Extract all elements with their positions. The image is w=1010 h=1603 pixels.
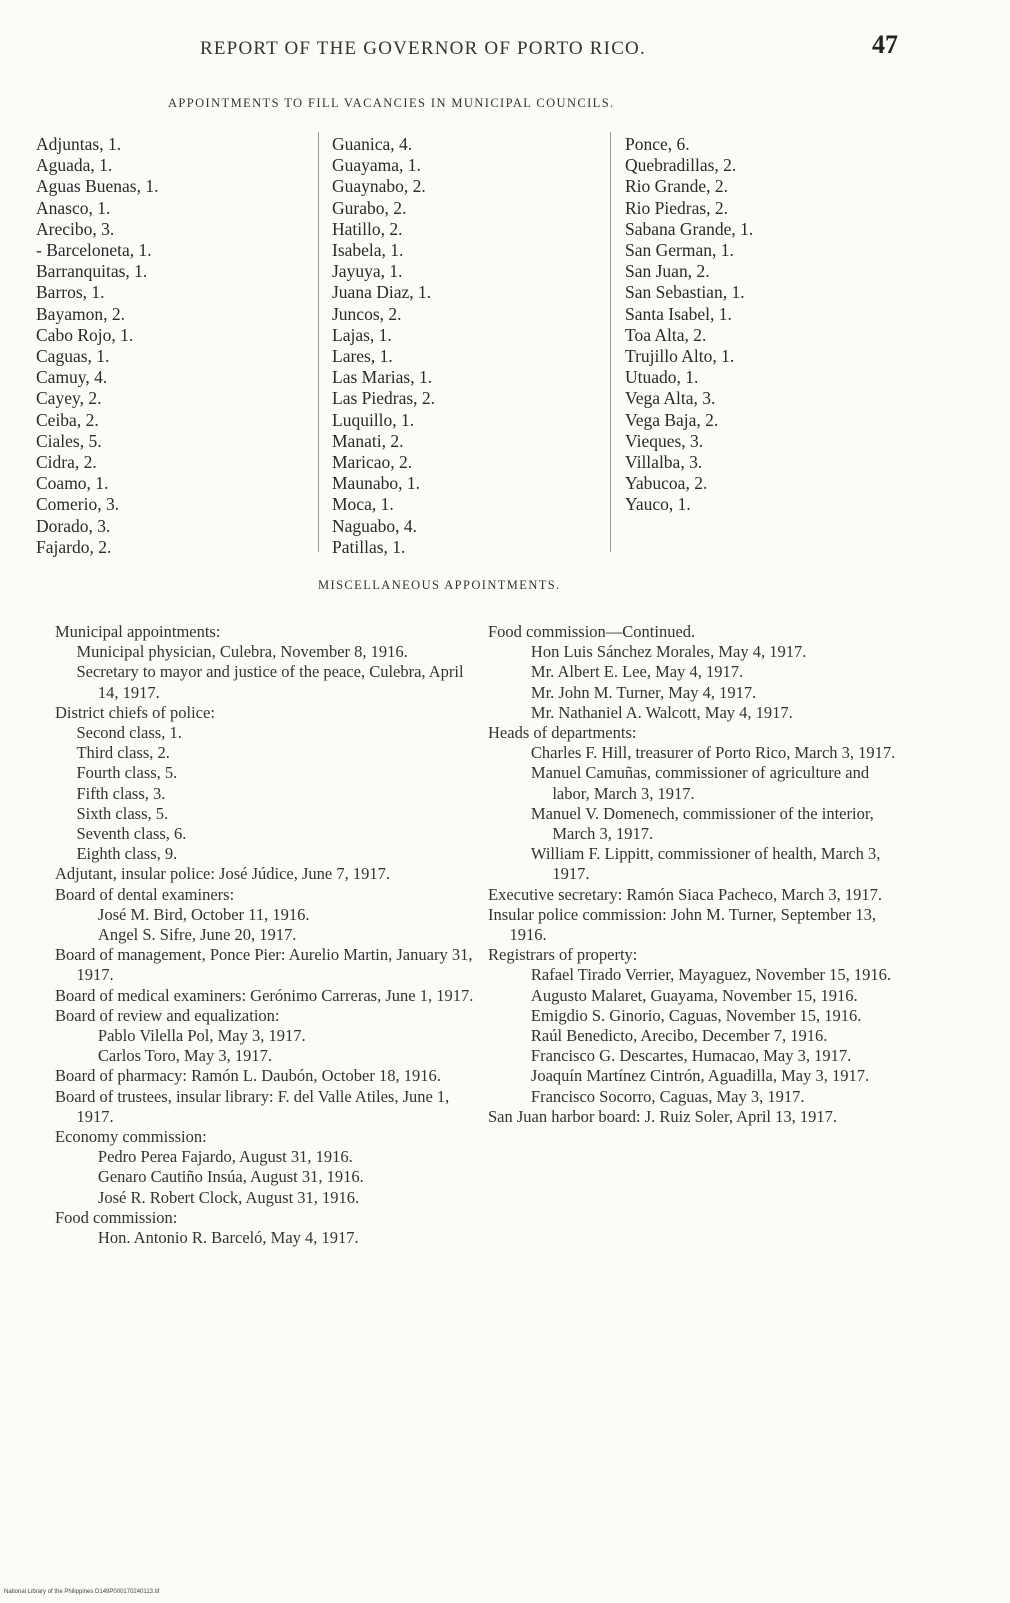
appointment-heading: Board of review and equalization: [55, 1005, 280, 1025]
municipality-entry: Adjuntas, 1. [36, 134, 122, 154]
municipality-entry: Ciales, 5. [36, 430, 102, 451]
municipality-entry: Quebradillas, 2. [625, 155, 737, 176]
appointment-entry: Second class, 1. [76, 723, 182, 743]
municipality-entry: Gurabo, 2. [332, 197, 407, 218]
page-number: 47 [872, 30, 898, 59]
appointment-entry: José M. Bird, October 11, 1916. [97, 904, 310, 924]
appointment-heading: Board of management, Ponce Pier: Aurelio Martin, January 31, 1917. [55, 945, 473, 985]
municipality-entry: Vieques, 3. [625, 430, 704, 451]
municipality-entry: Rio Piedras, 2. [625, 197, 729, 218]
municipality-entry: Villalba, 3. [625, 452, 703, 473]
appointment-entry: Eighth class, 9. [76, 844, 178, 864]
column-divider [318, 132, 319, 552]
municipality-entry: Barros, 1. [36, 282, 105, 303]
municipality-list-col-2 [332, 134, 435, 558]
appointment-entry: Hon Luis Sánchez Morales, May 4, 1917. [530, 642, 807, 662]
appointment-entry: Municipal physician, Culebra, November 8, 1916. [76, 642, 408, 662]
scan-credit: National Library of the Philippines D149P000170240113.tif [4, 1589, 160, 1595]
column-divider [610, 132, 611, 552]
municipality-entry: San Juan, 2. [625, 261, 710, 282]
municipality-entry: Camuy, 4. [36, 367, 108, 388]
appointment-entry: William F. Lippitt, commissioner of health, March 3, 1917. [530, 844, 881, 884]
municipality-entry: Fajardo, 2. [36, 536, 112, 557]
appointment-entry: Carlos Toro, May 3, 1917. [97, 1046, 272, 1066]
municipality-entry: Trujillo Alto, 1. [625, 346, 735, 367]
municipality-entry: Aguada, 1. [36, 155, 113, 176]
appointment-entry: Hon. Antonio R. Barceló, May 4, 1917. [97, 1228, 359, 1248]
appointment-entry: Fifth class, 3. [76, 783, 166, 803]
appointment-entry: Francisco G. Descartes, Humacao, May 3, 1917. [530, 1046, 852, 1066]
municipality-entry: Utuado, 1. [625, 367, 699, 388]
appointment-entry: Secretary to mayor and justice of the peace, Culebra, April 14, 1917. [76, 662, 464, 702]
appointment-entry: Mr. Nathaniel A. Walcott, May 4, 1917. [530, 702, 793, 722]
municipality-entry: Naguabo, 4. [332, 515, 418, 536]
appointment-heading: Registrars of property: [488, 945, 638, 965]
municipality-entry: Juncos, 2. [332, 303, 402, 324]
municipality-entry: Patillas, 1. [332, 536, 406, 557]
appointment-entry: Seventh class, 6. [76, 824, 187, 844]
municipality-entry: Bayamon, 2. [36, 303, 125, 324]
appointment-heading: Board of trustees, insular library: F. del Valle Atiles, June 1, 1917. [55, 1086, 450, 1126]
municipality-entry: Aguas Buenas, 1. [36, 176, 159, 197]
municipality-entry: Cayey, 2. [36, 388, 102, 409]
appointment-heading: Food commission: [55, 1207, 178, 1227]
municipality-entry: Dorado, 3. [36, 515, 111, 536]
municipality-entry: Sabana Grande, 1. [625, 218, 754, 239]
municipality-entry: Luquillo, 1. [332, 409, 415, 430]
municipality-entry: Yabucoa, 2. [625, 473, 708, 494]
municipality-entry: Moca, 1. [332, 494, 394, 515]
appointment-entry: Third class, 2. [76, 743, 170, 763]
appointment-entry: Sixth class, 5. [76, 803, 169, 823]
municipality-entry: Manati, 2. [332, 430, 404, 451]
municipality-entry: Lajas, 1. [332, 324, 392, 345]
appointment-entry: Pedro Perea Fajardo, August 31, 1916. [97, 1147, 353, 1167]
municipality-entry: Jayuya, 1. [332, 261, 403, 282]
appointment-heading: San Juan harbor board: J. Ruiz Soler, April 13, 1917. [488, 1106, 838, 1126]
municipality-entry: Ponce, 6. [625, 134, 690, 154]
municipality-entry: Caguas, 1. [36, 346, 110, 367]
appointment-entry: José R. Robert Clock, August 31, 1916. [97, 1187, 360, 1207]
municipality-entry: Maunabo, 1. [332, 473, 420, 494]
appointment-entry: Angel S. Sifre, June 20, 1917. [97, 925, 297, 945]
appointment-heading: District chiefs of police: [55, 702, 215, 722]
municipality-entry: Anasco, 1. [36, 197, 111, 218]
municipality-entry: Toa Alta, 2. [625, 324, 707, 345]
appointment-heading: Insular police commission: John M. Turner, September 13, 1916. [488, 904, 876, 945]
municipality-entry: Juana Diaz, 1. [332, 282, 432, 303]
appointment-entry: Manuel Camuñas, commissioner of agriculture and labor, March 3, 1917. [530, 763, 870, 803]
appointment-entry: Fourth class, 5. [76, 763, 178, 783]
appointment-entry: Pablo Vilella Pol, May 3, 1917. [97, 1026, 306, 1046]
appointment-entry: Joaquín Martínez Cintrón, Aguadilla, May 3, 1917. [530, 1066, 870, 1086]
municipality-entry: Isabela, 1. [332, 240, 404, 261]
municipality-entry: Las Marias, 1. [332, 367, 433, 388]
miscellaneous-appointments-right [488, 622, 908, 1127]
municipality-entry: - Barceloneta, 1. [36, 240, 152, 261]
appointment-entry: Mr. John M. Turner, May 4, 1917. [530, 682, 757, 702]
appointment-heading: Board of medical examiners: Gerónimo Carreras, June 1, 1917. [55, 985, 474, 1005]
appointment-heading: Adjutant, insular police: José Júdice, June 7, 1917. [55, 864, 390, 884]
municipality-entry: Rio Grande, 2. [625, 176, 729, 197]
appointment-entry: Charles F. Hill, treasurer of Porto Rico, March 3, 1917. [530, 743, 896, 763]
municipality-entry: Las Piedras, 2. [332, 388, 436, 409]
appointment-entry: Augusto Malaret, Guayama, November 15, 1916. [530, 985, 858, 1005]
appointment-entry: Genaro Cautiño Insúa, August 31, 1916. [97, 1167, 364, 1187]
municipality-entry: Arecibo, 3. [36, 218, 115, 239]
appointment-entry: Mr. Albert E. Lee, May 4, 1917. [530, 662, 744, 682]
appointment-entry: Rafael Tirado Verrier, Mayaguez, November 15, 1916. [530, 965, 892, 985]
miscellaneous-appointments-left [55, 622, 475, 1248]
municipality-entry: Maricao, 2. [332, 452, 413, 473]
appointment-entry: Raúl Benedicto, Arecibo, December 7, 1916. [530, 1026, 828, 1046]
municipality-entry: Cidra, 2. [36, 452, 97, 473]
appointment-heading: Municipal appointments: [55, 622, 221, 641]
appointment-heading: Board of pharmacy: Ramón L. Daubón, October 18, 1916. [55, 1066, 441, 1086]
municipality-entry: Vega Alta, 3. [625, 388, 716, 409]
municipality-entry: Santa Isabel, 1. [625, 303, 732, 324]
appointment-heading: Economy commission: [55, 1127, 207, 1147]
municipality-entry: San German, 1. [625, 240, 734, 261]
municipality-entry: San Sebastian, 1. [625, 282, 745, 303]
appointment-heading: Heads of departments: [488, 723, 637, 743]
section-heading-miscellaneous: MISCELLANEOUS APPOINTMENTS. [318, 578, 561, 592]
municipality-list-col-3 [625, 134, 753, 516]
municipality-entry: Comerio, 3. [36, 494, 120, 515]
municipality-entry: Lares, 1. [332, 346, 393, 367]
municipality-entry: Hatillo, 2. [332, 218, 403, 239]
municipality-entry: Barranquitas, 1. [36, 261, 148, 282]
appointment-entry: Francisco Socorro, Caguas, May 3, 1917. [530, 1086, 805, 1106]
running-title: REPORT OF THE GOVERNOR OF PORTO RICO. [200, 38, 646, 59]
municipality-entry: Ceiba, 2. [36, 409, 99, 430]
section-heading-municipal-councils: APPOINTMENTS TO FILL VACANCIES IN MUNICIPAL COUNCILS. [168, 96, 615, 110]
appointment-heading: Executive secretary: Ramón Siaca Pacheco, March 3, 1917. [488, 884, 883, 904]
municipality-entry: Guayama, 1. [332, 155, 421, 176]
municipality-entry: Yauco, 1. [625, 494, 691, 515]
municipality-entry: Vega Baja, 2. [625, 409, 719, 430]
municipality-list-col-1 [36, 134, 158, 558]
municipality-entry: Guanica, 4. [332, 134, 413, 154]
municipality-entry: Cabo Rojo, 1. [36, 324, 134, 345]
municipality-entry: Guaynabo, 2. [332, 176, 426, 197]
appointment-heading: Food commission—Continued. [488, 622, 696, 641]
appointment-entry: Manuel V. Domenech, commissioner of the interior, March 3, 1917. [530, 803, 874, 844]
appointment-entry: Emigdio S. Ginorio, Caguas, November 15, 1916. [530, 1005, 862, 1025]
appointment-heading: Board of dental examiners: [55, 884, 235, 904]
municipality-entry: Coamo, 1. [36, 473, 109, 494]
